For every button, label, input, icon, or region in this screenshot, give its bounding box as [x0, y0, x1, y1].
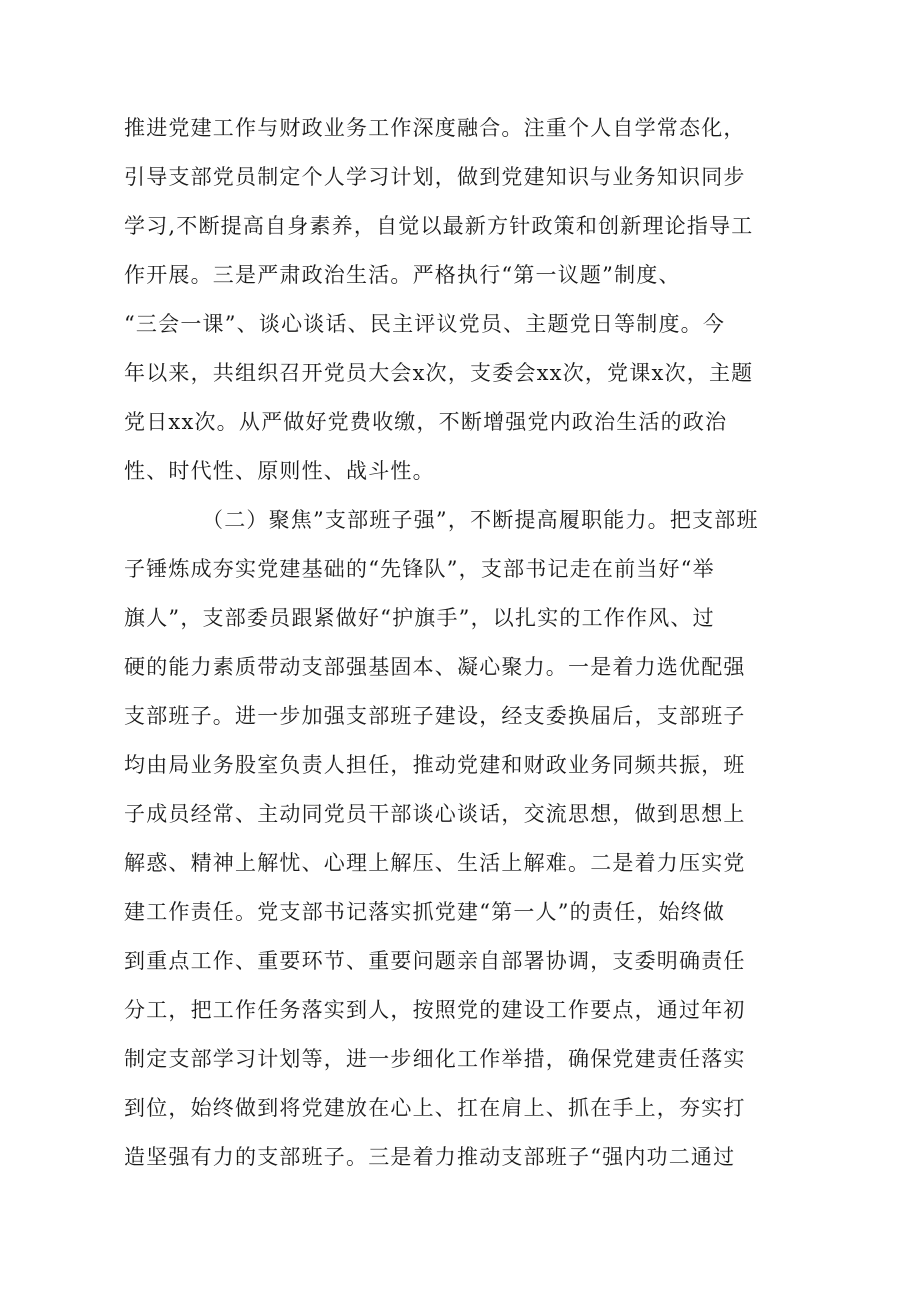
text-line: 性、时代性、原则性、战斗性。 [124, 459, 435, 483]
text-line: 子成员经常、主动同党员干部谈心谈话，交流思想，做到思想上 [124, 802, 746, 826]
text-line: 到位，始终做到将党建放在心上、扛在肩上、抓在手上，夯实打 [124, 1096, 746, 1120]
text-line: 学习,不断提高自身素养，自觉以最新方针政策和创新理论指导工 [124, 214, 754, 238]
text-line: 建工作责任。党支部书记落实抓党建“第一人”的责任，始终做 [124, 900, 726, 924]
text-line: 硬的能力素质带动支部强基固本、凝心聚力。一是着力选优配强 [124, 655, 746, 679]
text-line: 造坚强有力的支部班子。三是着力推动支部班子“强内功二通过 [124, 1145, 736, 1169]
text-line: 作开展。三是严肃政治生活。严格执行“第一议题”制度、 [124, 263, 681, 287]
section-heading-line: （二）聚焦”支部班子强”，不断提高履职能力。把支部班 [202, 508, 759, 532]
text-line: 支部班子。进一步加强支部班子建设，经支委换届后，支部班子 [124, 704, 746, 728]
text-line: 党日xx次。从严做好党费收缴，不断增强党内政治生活的政治 [124, 410, 728, 434]
text-line: 引导支部党员制定个人学习计划，做到党建知识与业务知识同步 [124, 165, 746, 189]
document-body [124, 104, 804, 1182]
text-line: 制定支部学习计划等，进一步细化工作举措，确保党建责任落实 [124, 1047, 746, 1071]
text-line: 子锤炼成夯实党建基础的“先锋队”，支部书记走在前当好“举 [124, 557, 715, 581]
text-line: 均由局业务股室负责人担任，推动党建和财政业务同频共振，班 [124, 753, 746, 777]
text-line: 旗人”，支部委员跟紧做好“护旗手”，以扎实的工作作风、过 [124, 606, 715, 630]
text-line: 分工，把工作任务落实到人，按照党的建设工作要点，通过年初 [124, 998, 746, 1022]
text-line: 年以来，共组织召开党员大会x次，支委会xx次，党课x次，主题 [124, 361, 754, 385]
text-line: 到重点工作、重要环节、重要问题亲自部署协调，支委明确责任 [124, 949, 746, 973]
text-line: 解惑、精神上解忧、心理上解压、生活上解难。二是着力压实党 [124, 851, 746, 875]
text-line: “三会一课”、谈心谈话、民主评议党员、主题党日等制度。今 [124, 312, 726, 336]
text-line: 推进党建工作与财政业务工作深度融合。注重个人自学常态化， [124, 116, 746, 140]
